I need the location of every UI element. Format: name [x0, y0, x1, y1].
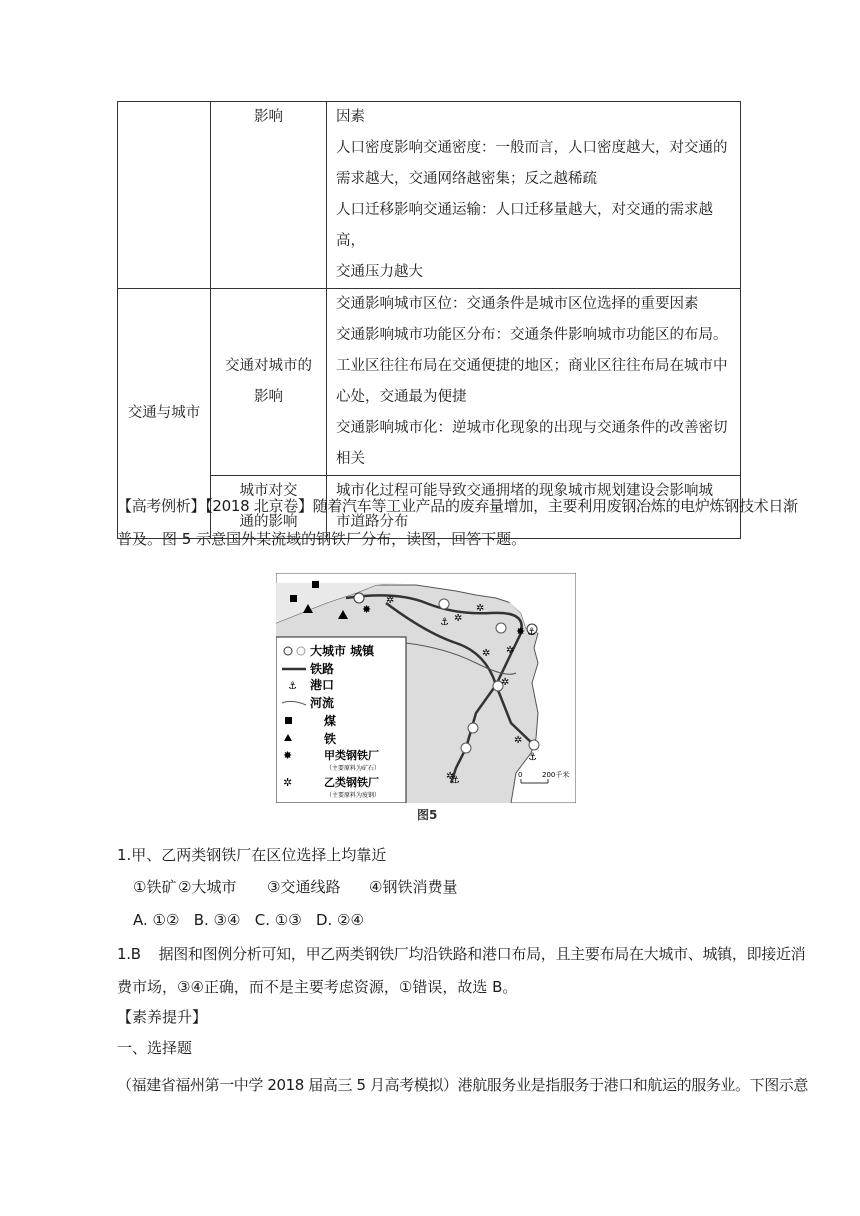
town-marker [461, 743, 471, 753]
steel-plant-a-marker: ✸ [362, 603, 372, 616]
scale-label: 200千米 [542, 771, 570, 779]
group-label: 交通与城市 [127, 405, 201, 421]
basin-map [276, 573, 576, 803]
steel-plant-b-marker: ✲ [476, 603, 485, 614]
option-3: ③交通线路 [267, 878, 341, 896]
section-subtitle: 一、选择题 [117, 1039, 193, 1057]
legend-type-a-note: （主要原料为矿石） [326, 765, 381, 772]
table-cell-empty [118, 102, 211, 289]
steel-plant-b-marker: ✲ [386, 595, 395, 606]
legend-railway-label: 铁路 [310, 662, 335, 676]
legend-port-icon: ⚓ [288, 681, 297, 692]
map-figure [276, 573, 576, 803]
city-marker [354, 593, 364, 603]
coal-marker [312, 581, 319, 588]
category-label: 交通对城市的 [225, 358, 312, 374]
legend-type-b-note: （主要原料为废钢） [326, 792, 381, 799]
legend-city-label: 大城市 城镇 [310, 644, 375, 658]
answer-line: 1.B 据图和图例分析可知，甲乙两类钢铁厂均沿铁路和港口布局，且主要布局在大城市、城镇，即接近消 [117, 945, 806, 963]
steel-plant-b-marker: ✲ [506, 645, 515, 656]
table-row [118, 102, 741, 289]
answer-choices: A. ①② B. ③④ C. ①③ D. ②④ [133, 911, 364, 929]
port-marker: ⚓ [527, 627, 536, 638]
table-cell-content [327, 289, 741, 476]
table-cell-category [211, 289, 327, 476]
steel-plant-b-marker: ✲ [454, 613, 463, 624]
port-marker: ⚓ [440, 617, 449, 628]
legend-type-a-label: 甲类钢铁厂 [324, 749, 379, 762]
coal-marker [290, 595, 297, 602]
town-marker [468, 723, 478, 733]
steel-plant-a-marker: ✸ [516, 625, 526, 638]
option-1: ①铁矿 [133, 878, 177, 896]
intro-paragraph [117, 490, 798, 556]
category-label: 城市对交 [239, 483, 298, 499]
figure-caption: 图5 [417, 808, 438, 822]
legend-coal-label: 煤 [324, 714, 337, 728]
town-marker [496, 623, 506, 633]
content-line: 城市化过程可能导致交通拥堵的现象城市规划建设会影响城 [336, 483, 713, 499]
intro-line: 【高考例析】【2018 北京卷】随着汽车等工业产品的废弃量增加，主要利用废钢冶炼的电炉炼钢技术日渐 [117, 497, 798, 515]
legend-type-b-icon: ✲ [283, 776, 293, 789]
port-marker: ⚓ [451, 775, 460, 786]
question-stem: 1.甲、乙两类钢铁厂在区位选择上均靠近 [117, 846, 387, 864]
legend-iron-label: 铁 [324, 732, 337, 746]
next-paragraph: （福建省福州第一中学 2018 届高三 5 月高考模拟）港航服务业是指服务于港口和航运的服务业。下图示意 [117, 1076, 808, 1094]
option-2: ②大城市 [178, 878, 237, 896]
steel-plant-b-marker: ✲ [446, 771, 455, 782]
category-label: 影响 [254, 109, 283, 125]
content-line: 市道路分布 [336, 514, 409, 530]
legend-city-icon [284, 647, 292, 655]
table-cell-content [327, 102, 741, 289]
port-marker: ⚓ [528, 752, 537, 763]
legend-river-label: 河流 [310, 696, 335, 710]
answer-line: 费市场，③④正确，而不是主要考虑资源，①错误，故选 B。 [117, 978, 518, 996]
steel-plant-b-marker: ✲ [514, 735, 523, 746]
content-line: 交通影响城市功能区分布：交通条件影响城市功能区的布局。 [336, 327, 728, 343]
content-line: 需求越大，交通网络越密集；反之越稀疏 [336, 171, 597, 187]
steel-plant-b-marker: ✲ [501, 677, 510, 688]
category-label: 通的影响 [239, 514, 298, 530]
answer-explanation [117, 938, 806, 1004]
steel-plant-b-marker: ✲ [482, 648, 491, 659]
town-marker [439, 599, 449, 609]
legend-type-a-icon: ✸ [283, 749, 293, 762]
content-line: 交通压力越大 [336, 264, 423, 280]
table-row [118, 289, 741, 476]
legend-coal-icon [285, 717, 292, 724]
scale-zero: 0 [518, 771, 523, 779]
category-label: 影响 [254, 389, 283, 405]
content-line: 交通影响城市区位：交通条件是城市区位选择的重要因素 [336, 296, 699, 312]
content-line: 人口迁移影响交通运输：人口迁移量越大，对交通的需求越高， [336, 202, 713, 249]
knowledge-table [117, 101, 798, 539]
legend-town-icon [297, 647, 305, 655]
content-line: 交通影响城市化：逆城市化现象的出现与交通条件的改善密切 [336, 420, 728, 436]
content-line: 人口密度影响交通密度：一般而言，人口密度越大，对交通的 [336, 140, 728, 156]
content-line: 相关 [336, 451, 365, 467]
legend-type-b-label: 乙类钢铁厂 [324, 776, 379, 789]
content-line: 因素 [336, 109, 365, 125]
option-4: ④钢铁消费量 [369, 878, 458, 896]
town-marker [529, 740, 539, 750]
content-line: 工业区往往布局在交通便捷的地区；商业区往往布局在城市中 [336, 358, 728, 374]
content-line: 心处，交通最为便捷 [336, 389, 467, 405]
table-cell-category [211, 102, 327, 289]
section-title: 【素养提升】 [117, 1008, 208, 1026]
legend-port-label: 港口 [310, 678, 335, 692]
intro-line: 普及。图 5 示意国外某流域的钢铁厂分布，读图，回答下题。 [117, 530, 527, 548]
